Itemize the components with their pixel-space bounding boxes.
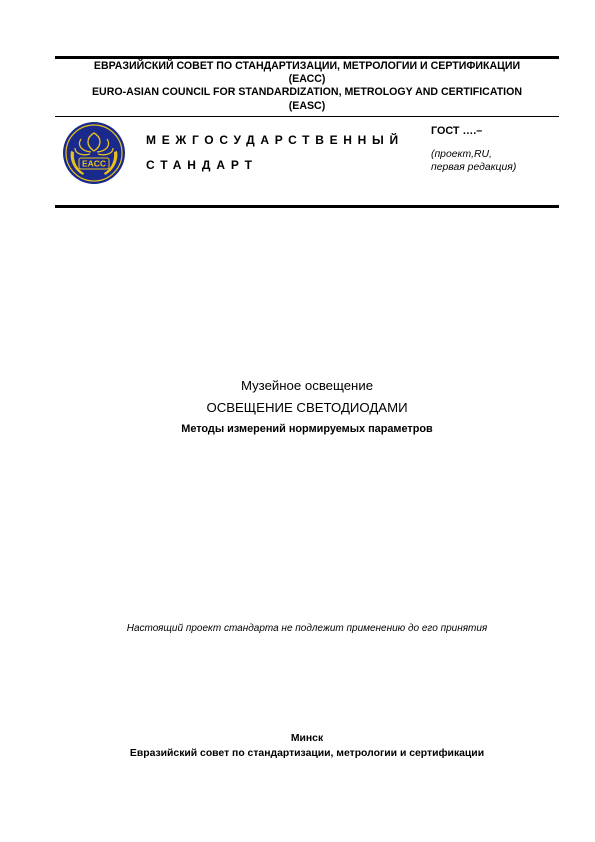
title-line-led-lighting: ОСВЕЩЕНИЕ СВЕТОДИОДАМИ	[206, 400, 408, 415]
council-abbr-en: (EASC)	[288, 99, 326, 112]
title-line-methods: Методы измерений нормируемых параметров	[181, 423, 433, 435]
top-rule	[55, 56, 559, 59]
middle-rule	[55, 116, 559, 117]
document-title	[55, 378, 559, 436]
council-header	[55, 60, 559, 113]
council-name-ru: ЕВРАЗИЙСКИЙ СОВЕТ ПО СТАНДАРТИЗАЦИИ, МЕТРОЛОГИИ И СЕРТИФИКАЦИИ	[93, 60, 521, 72]
draft-status-line1: (проект,RU,	[431, 149, 492, 160]
title-line-museum-lighting: Музейное освещение	[240, 378, 374, 393]
gost-number: ГОСТ ….–	[431, 125, 483, 137]
footer-city: Минск	[290, 733, 324, 744]
easc-logo-icon	[61, 121, 127, 185]
standard-label: СТАНДАРТ	[146, 158, 258, 172]
council-name-en: EURO-ASIAN COUNCIL FOR STANDARDIZATION, METROLOGY AND CERTIFICATION	[91, 86, 522, 99]
draft-notice: Настоящий проект стандарта не подлежит применению до его принятия	[126, 623, 488, 634]
footer	[55, 732, 559, 760]
bottom-rule	[55, 205, 559, 208]
footer-publisher: Евразийский совет по стандартизации, метрологии и сертификации	[129, 748, 485, 759]
logo-text: EACC	[81, 158, 107, 169]
draft-status	[431, 148, 516, 174]
council-abbr-ru: (ЕАСС)	[288, 73, 326, 86]
draft-status-line2: первая редакция)	[431, 162, 517, 173]
interstate-label: МЕЖГОСУДАРСТВЕННЫЙ	[146, 133, 404, 147]
